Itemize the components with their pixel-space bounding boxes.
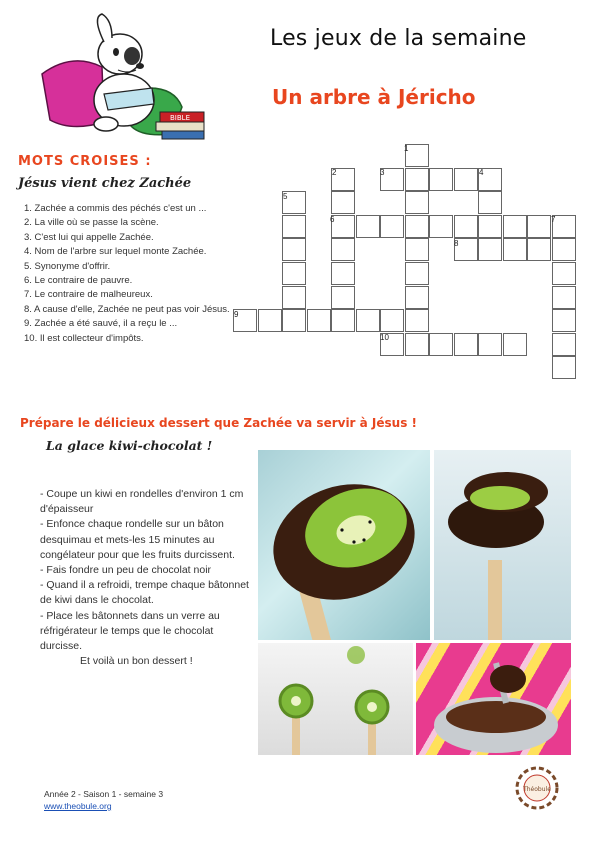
grid-cell[interactable] — [331, 215, 355, 238]
grid-cell[interactable] — [454, 168, 478, 191]
grid-cell[interactable] — [282, 286, 306, 309]
svg-text:BIBLE: BIBLE — [170, 114, 190, 122]
grid-cell[interactable] — [454, 333, 478, 356]
page-subtitle: Un arbre à Jéricho — [272, 85, 476, 109]
clue-1: 1. Zachée a commis des péchés c'est un ... — [24, 203, 207, 214]
grid-cell[interactable] — [478, 238, 502, 261]
footer — [44, 788, 163, 812]
photo-kiwi-chocolate-bite — [258, 450, 430, 640]
dessert-heading: Prépare le délicieux dessert que Zachée va servir à Jésus ! — [20, 416, 418, 430]
grid-cell[interactable] — [356, 309, 380, 332]
grid-cell[interactable] — [258, 309, 282, 332]
grid-cell[interactable] — [331, 191, 355, 214]
footer-link[interactable]: www.theobule.org — [44, 801, 112, 811]
recipe-step-3: - Fais fondre un peu de chocolat noir — [40, 564, 212, 577]
clue-3: 3. C'est lui qui appelle Zachée. — [24, 231, 154, 243]
grid-number-5: 5 — [283, 192, 288, 201]
grid-cell[interactable] — [552, 333, 576, 356]
grid-number-9: 9 — [234, 310, 239, 319]
grid-cell[interactable] — [405, 333, 429, 356]
crossword-heading: MOTS CROISES : — [18, 154, 152, 169]
grid-cell[interactable] — [429, 333, 453, 356]
grid-number-1: 1 — [404, 144, 409, 153]
grid-cell[interactable] — [331, 286, 355, 309]
recipe-step-5: - Place les bâtonnets dans un verre au réfrigérateur le temps que le chocolat durcisse. — [40, 609, 220, 653]
grid-number-10: 10 — [380, 333, 389, 342]
grid-cell[interactable] — [478, 215, 502, 238]
grid-number-6: 6 — [330, 215, 335, 224]
clue-5: 5. Synonyme d'offrir. — [24, 260, 111, 272]
grid-cell[interactable] — [527, 215, 551, 238]
clue-10: 10. Il est collecteur d'impôts. — [24, 332, 144, 344]
grid-cell[interactable] — [405, 215, 429, 238]
dessert-subheading: La glace kiwi-chocolat ! — [46, 438, 213, 453]
grid-cell[interactable] — [282, 262, 306, 285]
recipe-step-1: - Coupe un kiwi en rondelles d'environ 1 cm d'épaisseur — [40, 488, 244, 516]
grid-cell[interactable] — [405, 168, 429, 191]
grid-cell[interactable] — [405, 262, 429, 285]
crossword-grid — [0, 0, 595, 400]
photo-kiwi-chocolate-stack — [434, 450, 571, 640]
recipe-step-4: - Quand il a refroidi, trempe chaque bâtonnet de kiwi dans le chocolat. — [40, 579, 249, 607]
grid-cell[interactable] — [429, 215, 453, 238]
grid-cell[interactable] — [331, 262, 355, 285]
grid-cell[interactable] — [454, 215, 478, 238]
grid-number-8: 8 — [454, 239, 459, 248]
grid-cell[interactable] — [429, 168, 453, 191]
clue-6: 6. Le contraire de pauvre. — [24, 275, 133, 287]
grid-cell[interactable] — [331, 238, 355, 261]
svg-text:Théobule: Théobule — [523, 786, 551, 793]
grid-cell[interactable] — [503, 333, 527, 356]
clue-7: 7. Le contraire de malheureux. — [24, 289, 153, 301]
grid-cell[interactable] — [380, 309, 404, 332]
grid-cell[interactable] — [282, 309, 306, 332]
grid-cell[interactable] — [405, 238, 429, 261]
clue-4: 4. Nom de l'arbre sur lequel monte Zachée. — [24, 246, 207, 258]
grid-cell[interactable] — [503, 238, 527, 261]
grid-cell[interactable] — [552, 356, 576, 379]
photo-melted-chocolate-bowl — [416, 643, 571, 755]
grid-cell[interactable] — [552, 238, 576, 261]
grid-cell[interactable] — [552, 309, 576, 332]
grid-number-3: 3 — [380, 168, 385, 177]
grid-cell[interactable] — [331, 309, 355, 332]
grid-cell[interactable] — [527, 238, 551, 261]
grid-cell[interactable] — [503, 215, 527, 238]
crossword-subheading: Jésus vient chez Zachée — [18, 176, 192, 191]
photo-kiwi-slices-sticks — [258, 643, 413, 755]
grid-cell[interactable] — [405, 309, 429, 332]
grid-cell[interactable] — [405, 191, 429, 214]
grid-cell[interactable] — [380, 215, 404, 238]
recipe-step-2: - Enfonce chaque rondelle sur un bâton desquimau et mets-les 15 minutes au congélateur pour que les fruits durcissent. — [40, 518, 235, 561]
grid-number-2: 2 — [332, 168, 337, 177]
clue-2: 2. La ville où se passe la scène. — [24, 217, 159, 229]
clue-8: 8. A cause d'elle, Zachée ne peut pas voir Jésus. — [24, 303, 230, 315]
grid-cell[interactable] — [552, 286, 576, 309]
grid-cell[interactable] — [282, 238, 306, 261]
footer-season: Année 2 - Saison 1 - semaine 3 — [44, 789, 164, 799]
grid-cell[interactable] — [405, 286, 429, 309]
grid-cell[interactable] — [282, 215, 306, 238]
grid-number-7: 7 — [551, 215, 556, 224]
theobule-logo — [512, 758, 562, 818]
grid-cell[interactable] — [307, 309, 331, 332]
grid-cell[interactable] — [478, 191, 502, 214]
grid-cell[interactable] — [478, 333, 502, 356]
grid-cell[interactable] — [552, 262, 576, 285]
clue-9: 9. Zachée a été sauvé, il a reçu le ... — [24, 318, 178, 330]
recipe-text — [40, 487, 250, 669]
page-title: Les jeux de la semaine — [270, 26, 527, 51]
grid-number-4: 4 — [479, 168, 484, 177]
grid-cell[interactable] — [356, 215, 380, 238]
recipe-closing: Et voilà un bon dessert ! — [80, 655, 193, 668]
